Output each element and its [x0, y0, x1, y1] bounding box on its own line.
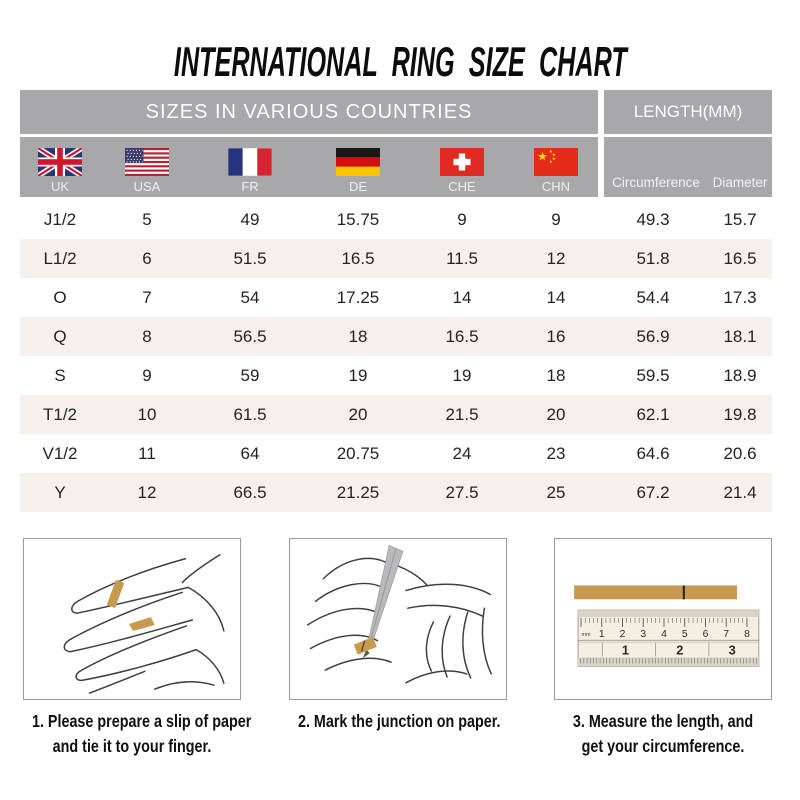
ring-size-cell: 16: [546, 326, 566, 346]
ring-size-cell: 59.5: [636, 365, 670, 385]
length-subheaders: [604, 137, 772, 197]
svg-text:8: 8: [744, 628, 750, 640]
step-2-figure: [289, 538, 507, 700]
country-cell-chn: [514, 137, 598, 197]
ring-size-row: [20, 317, 772, 356]
country-cell-che: [410, 137, 514, 197]
size-table-body: [20, 200, 772, 512]
ring-size-cell: Q: [53, 326, 67, 346]
step-2: [276, 538, 520, 734]
ring-size-cell: 24: [452, 443, 472, 463]
hand-with-paper-strip-illustration: [24, 539, 240, 699]
ring-size-cell: 15.75: [336, 209, 380, 229]
svg-text:5: 5: [681, 628, 688, 640]
ring-size-cell: 20.75: [336, 443, 380, 463]
table-flags-row: [20, 137, 772, 197]
ring-size-cell: Y: [54, 482, 66, 502]
ring-size-cell: 51.8: [636, 248, 670, 268]
ring-size-cell: 16.5: [341, 248, 375, 268]
ring-size-cell: 9: [142, 365, 152, 385]
table-header-row: [20, 90, 772, 134]
ring-size-cell: 20.6: [723, 443, 757, 463]
ring-size-cell: 56.5: [233, 326, 267, 346]
ring-size-cell: 66.5: [233, 482, 267, 502]
instruction-steps: [0, 538, 800, 800]
step-3-caption: 3. Measure the length, and get your circumference.: [572, 711, 754, 756]
ring-size-cell: 17.3: [723, 287, 757, 307]
country-cell-fr: [194, 137, 306, 197]
country-code: USA: [133, 179, 161, 194]
country-cell-uk: [20, 137, 100, 197]
ring-size-cell: 64.6: [636, 443, 670, 463]
svg-text:3: 3: [728, 642, 736, 658]
svg-text:2: 2: [676, 642, 684, 658]
ring-size-cell: 56.9: [636, 326, 670, 346]
junction-mark: [683, 585, 685, 599]
ring-size-cell: V1/2: [42, 443, 78, 463]
switzerland-flag-icon: [440, 148, 484, 176]
ring-size-cell: 11: [138, 443, 156, 463]
ring-size-cell: 14: [452, 287, 472, 307]
ring-size-cell: 18: [546, 365, 566, 385]
pen-marking-junction-illustration: [290, 539, 506, 699]
france-flag-icon: [228, 148, 272, 176]
ring-size-cell: 9: [551, 209, 561, 229]
ring-size-row: [20, 473, 772, 512]
diameter-header: Diameter: [712, 175, 768, 190]
ring-size-cell: 14: [546, 287, 566, 307]
country-cell-de: [306, 137, 410, 197]
ring-size-cell: J1/2: [43, 209, 77, 229]
ring-size-cell: 8: [142, 326, 152, 346]
ring-size-cell: 27.5: [445, 482, 479, 502]
ring-size-cell: 21.5: [445, 404, 479, 424]
ring-size-row: [20, 239, 772, 278]
ring-size-row: [20, 434, 772, 473]
ring-size-cell: 15.7: [723, 209, 757, 229]
ruler: [578, 610, 759, 666]
ring-size-cell: 9: [457, 209, 467, 229]
ring-size-row: [20, 395, 772, 434]
paper-strip: [354, 637, 377, 655]
ring-size-cell: 21.4: [723, 482, 757, 502]
step-2-caption: 2. Mark the junction on paper.: [297, 711, 501, 731]
ring-size-cell: L1/2: [43, 248, 77, 268]
ring-size-cell: T1/2: [42, 404, 78, 424]
svg-text:6: 6: [702, 628, 709, 640]
ring-size-cell: 49.3: [636, 209, 670, 229]
ring-size-cell: 23: [546, 443, 566, 463]
svg-text:4: 4: [661, 628, 667, 640]
ring-size-cell: 6: [142, 248, 152, 268]
page-title-text: INTERNATIONAL RING SIZE CHART: [173, 38, 627, 85]
ring-size-row: [20, 356, 772, 395]
ring-size-cell: 51.5: [233, 248, 267, 268]
china-flag-icon: [534, 148, 578, 176]
ring-size-cell: 67.2: [636, 482, 670, 502]
country-code: CHN: [541, 179, 571, 194]
ring-size-cell: 19.8: [723, 404, 757, 424]
ring-size-cell: 10: [137, 404, 157, 424]
ring-size-cell: 12: [546, 248, 566, 268]
ring-size-cell: 18.1: [723, 326, 757, 346]
svg-text:1: 1: [621, 642, 630, 658]
ring-size-row: [20, 200, 772, 239]
ring-size-cell: 16.5: [723, 248, 757, 268]
ring-size-cell: 25: [546, 482, 566, 502]
ring-size-cell: 18: [348, 326, 368, 346]
paper-strip: [574, 585, 737, 599]
svg-text:3: 3: [640, 628, 647, 640]
svg-text:2: 2: [619, 628, 626, 640]
step-1-caption: 1. Please prepare a slip of paper and tie it to your finger.: [31, 711, 252, 756]
country-flags: [20, 137, 598, 197]
page-title: [0, 40, 800, 84]
ring-size-cell: O: [53, 287, 67, 307]
svg-text:1: 1: [598, 628, 605, 640]
uk-flag-icon: [38, 148, 82, 176]
paper-strip-end: [129, 617, 155, 631]
country-code: FR: [241, 179, 259, 194]
circumference-header: Circumference: [612, 175, 700, 190]
header-length-mm: LENGTH(MM): [604, 90, 772, 134]
step-1-figure: [23, 538, 241, 700]
pen-edge: [370, 548, 397, 643]
ring-size-cell: 54: [240, 287, 260, 307]
ruler-measuring-strip-illustration: [555, 539, 771, 699]
ruler-unit-label: mm: [581, 631, 591, 638]
ring-size-cell: 7: [142, 287, 152, 307]
ring-size-cell: 62.1: [636, 404, 670, 424]
header-sizes-countries: SIZES IN VARIOUS COUNTRIES: [20, 90, 598, 134]
ring-size-cell: 20: [348, 404, 368, 424]
step-3: [541, 538, 785, 759]
ring-size-cell: 12: [137, 482, 157, 502]
svg-text:7: 7: [723, 628, 730, 640]
ring-size-cell: 59: [240, 365, 260, 385]
ring-size-cell: 16.5: [445, 326, 479, 346]
ring-size-cell: 64: [240, 443, 260, 463]
germany-flag-icon: [336, 148, 380, 176]
ring-size-cell: 49: [240, 209, 260, 229]
country-cell-usa: [100, 137, 194, 197]
ring-size-cell: 21.25: [336, 482, 380, 502]
country-code: CHE: [448, 179, 476, 194]
ring-size-cell: S: [54, 365, 66, 385]
country-code: DE: [348, 179, 368, 194]
country-code: UK: [50, 179, 70, 194]
ring-size-cell: 61.5: [233, 404, 267, 424]
ring-size-cell: 17.25: [336, 287, 380, 307]
ring-size-cell: 5: [142, 209, 152, 229]
ring-size-cell: 18.9: [723, 365, 757, 385]
ring-size-table: [20, 90, 772, 512]
ring-size-cell: 54.4: [636, 287, 670, 307]
ring-size-cell: 19: [348, 365, 368, 385]
ring-size-cell: 19: [452, 365, 472, 385]
ring-size-row: [20, 278, 772, 317]
usa-flag-icon: [125, 148, 169, 176]
ring-size-cell: 20: [546, 404, 566, 424]
step-1: [10, 538, 254, 759]
ring-size-cell: 11.5: [446, 248, 478, 268]
step-3-figure: [554, 538, 772, 700]
